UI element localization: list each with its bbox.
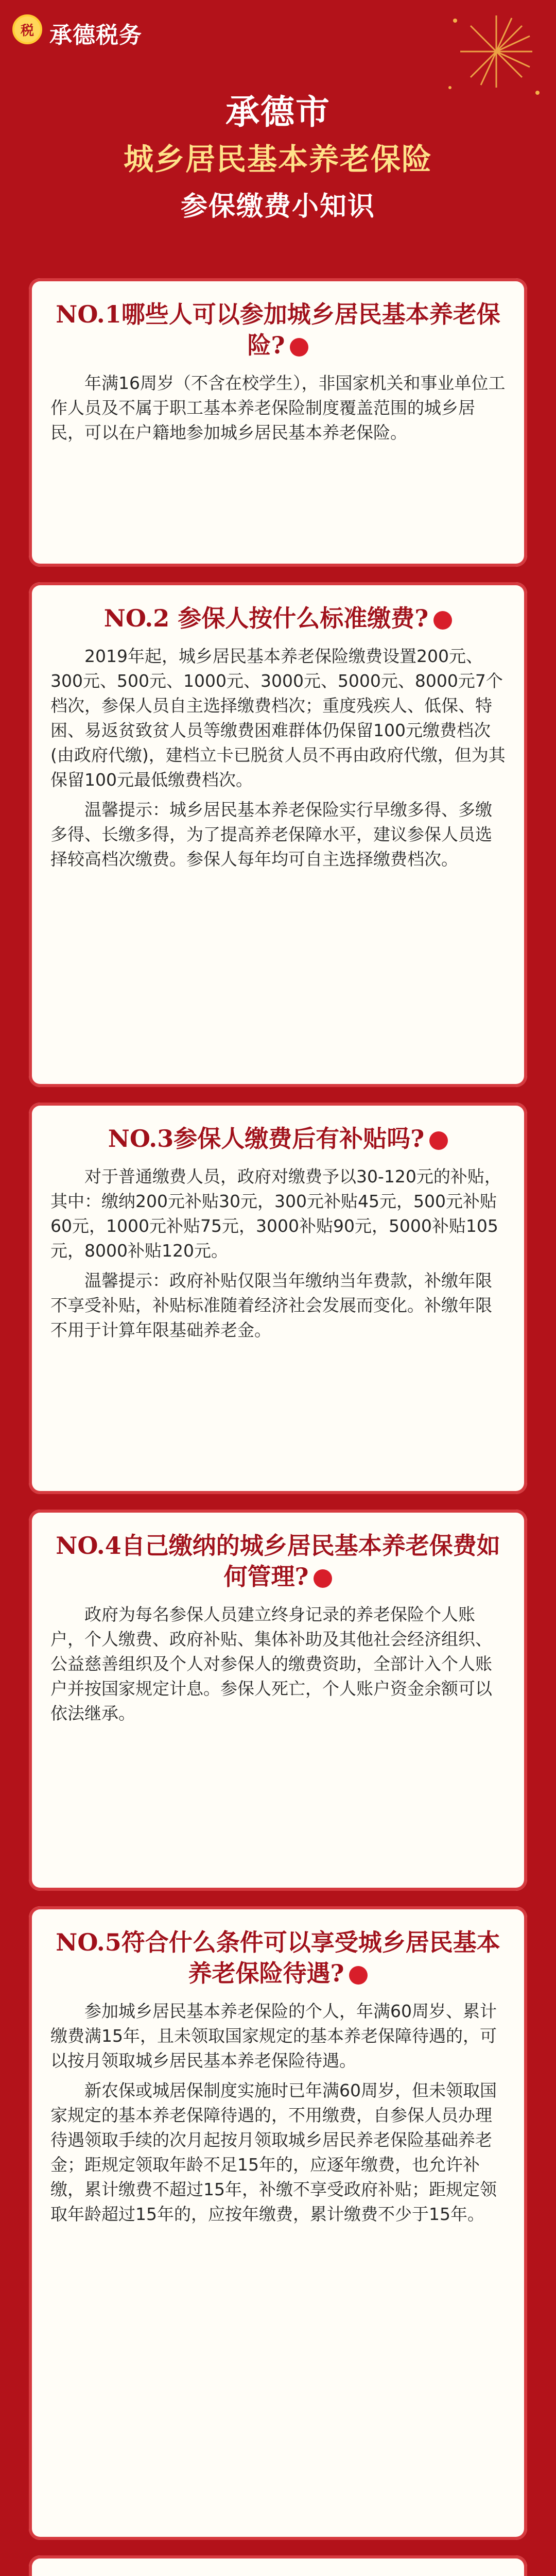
question-title-1: NO.1哪些人可以参加城乡居民基本养老保险?: [56, 300, 500, 359]
bullet-dot-icon: [290, 338, 308, 357]
hero-subtitle: 参保缴费小知识: [180, 191, 375, 222]
tax-logo-icon: 税: [12, 14, 42, 44]
answer-paragraph: 对于普通缴费人员，政府对缴费予以30-120元的补贴，其中：缴纳200元补贴30元，300元补贴45元，500元补贴60元，1000元补贴75元，3000补贴90元，5000补贴105元，8000补贴120元。: [50, 1166, 501, 1261]
question-title-5: NO.5符合什么条件可以享受城乡居民基本养老保险待遇?: [56, 1928, 500, 1987]
question-title-4: NO.4自己缴纳的城乡居民基本养老保费如何管理?: [56, 1532, 500, 1590]
bullet-dot-icon: [349, 1966, 368, 1985]
top-bar: [0, 0, 556, 57]
faq-section-6: [29, 2555, 527, 2576]
bullet-dot-icon: [314, 1569, 332, 1588]
faq-section-5: [29, 1906, 527, 2540]
answer-paragraph: 参加城乡居民基本养老保险的个人，年满60周岁、累计缴费满15年，且未领取国家规定的基本养老保障待遇的，可以按月领取城乡居民基本养老保险待遇。: [50, 2001, 497, 2071]
brand-title: 承德税务: [49, 22, 142, 48]
answer-paragraph: 新农保或城居保制度实施时已年满60周岁，但未领取国家规定的基本养老保障待遇的，不用缴费，自参保人员办理待遇领取手续的次月起按月领取城乡居民养老保险基础养老金；距规定领取年龄不足15年的，应逐年缴费，也允许补缴，累计缴费不超过15年，补缴不享受政府补贴；距规定领取年龄超过15年的，应按年缴费，累计缴费不少于15年。: [50, 2080, 497, 2224]
hero-title: 城乡居民基本养老保险: [123, 142, 432, 177]
faq-section-3: [29, 1103, 527, 1494]
answer-paragraph: 政府为每名参保人员建立终身记录的养老保险个人账户，个人缴费、政府补贴、集体补助及其他社会经济组织、公益慈善组织及个人对参保人的缴费资助，全部计入个人账户并按国家规定计息。参保人死亡，个人账户资金余额可以依法继承。: [50, 1604, 492, 1723]
bullet-dot-icon: [429, 1131, 448, 1150]
answer-paragraph: 2019年起，城乡居民基本养老保险缴费设置200元、300元、500元、1000元、3000元、5000元、8000元7个档次，参保人员自主选择缴费档次；重度残疾人、低保、特困、易返贫致贫人员等缴费困难群体仍保留100元缴费档次(由政府代缴)，建档立卡已脱贫人员不再由政府代缴，但为其保留100元最低缴费档次。: [50, 646, 506, 790]
faq-section-4: [29, 1510, 527, 1891]
hero-banner: [0, 62, 556, 258]
question-title-3: NO.3参保人缴费后有补贴吗?: [50, 1123, 506, 1154]
tip-paragraph: 温馨提示：政府补贴仅限当年缴纳当年费款，补缴年限不享受补贴，补贴标准随着经济社会发展而变化。补缴年限不用于计算年限基础养老金。: [50, 1270, 492, 1340]
faq-section-2: [29, 582, 527, 1087]
answer-paragraph: 年满16周岁（不含在校学生），非国家机关和事业单位工作人员及不属于职工基本养老保险制度覆盖范围的城乡居民，可以在户籍地参加城乡居民基本养老保险。: [50, 373, 506, 443]
bullet-dot-icon: [433, 611, 452, 630]
tip-paragraph: 温馨提示：城乡居民基本养老保险实行早缴多得、多缴多得、长缴多得，为了提高养老保障水平，建议参保人员选择较高档次缴费。参保人每年均可自主选择缴费档次。: [50, 800, 492, 869]
faq-section-1: [29, 278, 527, 567]
question-title-2: NO.2 参保人按什么标准缴费?: [50, 603, 506, 634]
hero-city: 承德市: [225, 92, 331, 132]
